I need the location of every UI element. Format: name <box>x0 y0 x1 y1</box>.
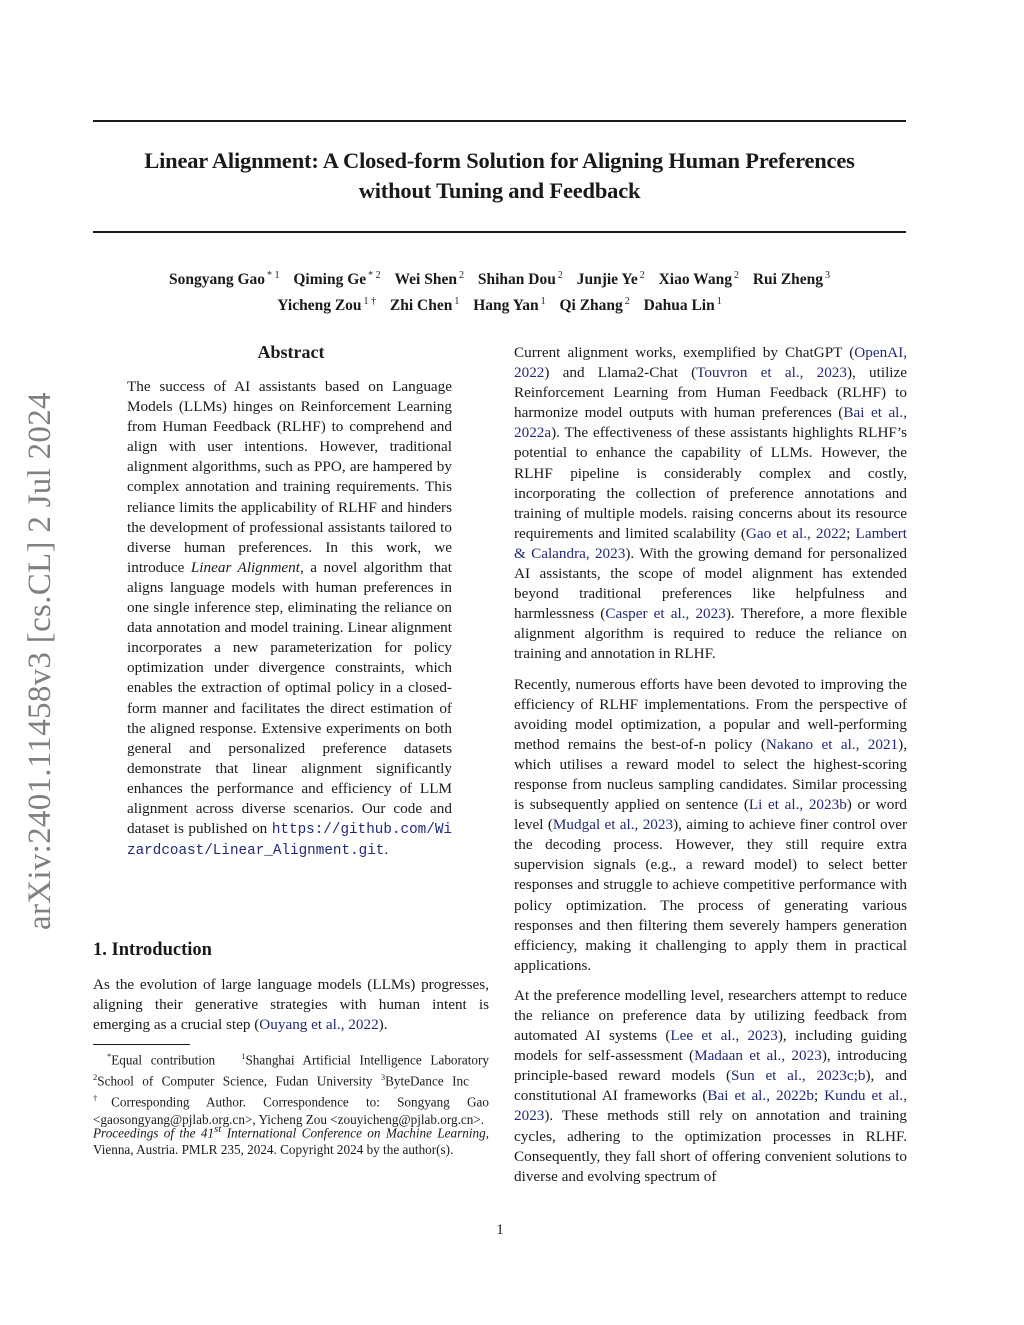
paragraph: Recently, numerous efforts have been devoted to improving the efficiency of RLHF implementations. From the perspective of avoiding model optimization, a popular and well-performing method remains the best-of-n policy (Nakano et al., 2021), which utilises a reward model to select the highest-scoring response from nucleus sampling candidates. Similar processing is subsequently applied on sentence (Li et al., 2023b) or word level (Mudgal et al., 2023), aiming to achieve finer control over the decoding process. However, they still require extra supervision signals (e.g., a reward model) to select better responses and struggle to achieve competitive performance with policy optimization. The process of generating various responses and then filtering them severely hampers generation efficiency, making it challenging to apply them in practical applications. <box>514 675 908 974</box>
method-name: Linear Alignment <box>190 558 300 576</box>
code-repository-link[interactable]: https://github.com/Wizardcoast/Linear_Alignment.git <box>127 822 452 860</box>
author: Yicheng Zou $^{1 \dagger}$ <box>277 296 377 315</box>
title-top-rule <box>93 120 906 122</box>
citation-link[interactable]: Casper et al., 2023 <box>605 605 726 623</box>
author-list <box>93 265 906 317</box>
citation-link[interactable]: Lee et al., 2023 <box>670 1027 778 1045</box>
author: Rui Zheng $^3$ <box>752 270 831 289</box>
citation-link[interactable]: Bai et al., 2022b <box>707 1087 814 1105</box>
page-number: 1 <box>496 1222 504 1238</box>
paragraph: At the preference modelling level, researchers attempt to reduce the reliance on preference data by utilizing feedback from automated AI systems (Lee et al., 2023), including guiding models for self-assessment (Madaan et al., 2023), introducing principle-based reward models (Sun et al., 2023c;b), and constitutional AI frameworks (Bai et al., 2022b; Kundu et al., 2023). These methods still rely on annotation and training cycles, adhering to the optimization processes in RLHF. Consequently, they fall short of offering convenient solutions to diverse and evolving spectrum of <box>514 986 907 1185</box>
author-line-1 <box>93 265 906 291</box>
citation-link[interactable]: Ouyang et al., 2022 <box>259 1016 379 1034</box>
author: Qiming Ge $^{* 2}$ <box>293 270 381 289</box>
citation-link[interactable]: OpenAI, 2022 <box>514 344 907 382</box>
author: Xiao Wang $^2$ <box>658 270 739 289</box>
author: Songyang Gao $^{* 1}$ <box>168 270 280 289</box>
citation-link[interactable]: Touvron et al., 2023 <box>696 364 847 382</box>
introduction-heading: 1. Introduction <box>93 940 212 960</box>
citation-link[interactable]: Bai et al., 2022a <box>514 404 907 442</box>
citation-link[interactable]: Lambert & Calandra, 2023 <box>514 524 907 562</box>
author: Hang Yan $^1$ <box>473 296 546 315</box>
author: Wei Shen $^2$ <box>394 270 464 289</box>
author: Shihan Dou $^2$ <box>477 270 563 289</box>
affiliation-footnote: *Equal contribution $^1$Shanghai Artificial Intelligence Laboratory $^2$School of Computer Science, Fudan University $^3$ByteDance Inc †Corresponding Author. Correspondence to: Songyang Gao <gaosongyang@pjlab.org.cn>, Yicheng Zou <zouyicheng@pjlab.org.cn>. <box>93 1051 489 1127</box>
paragraph: Current alignment works, exemplified by ChatGPT (OpenAI, 2022) and Llama2-Chat (Touvron et al., 2023), utilize Reinforcement Learning from Human Feedback (RLHF) to harmonize model outputs with human preferences (Bai et al., 2022a). The effectiveness of these assistants highlights RLHF’s potential to enhance the capability of LLMs. However, the RLHF pipeline is considerably complex and costly, incorporating the collection of preference annotations and training of multiple models. raising concerns about its resource requirements and limited scalability (Gao et al., 2022; Lambert & Calandra, 2023). With the growing demand for personalized AI assistants, the scope of model alignment has extended beyond traditional preferences like helpfulness and harmlessness (Casper et al., 2023). Therefore, a more flexible alignment algorithm is required to reduce the reliance on training and annotation in RLHF. <box>514 344 908 663</box>
footnote-divider <box>93 1044 190 1045</box>
citation-link[interactable]: Madaan et al., 2023 <box>694 1047 822 1065</box>
author: Junjie Ye $^2$ <box>576 270 645 289</box>
author: Dahua Lin $^1$ <box>643 296 722 315</box>
right-column-text <box>514 343 907 1197</box>
paper-title <box>93 146 906 206</box>
author-line-2 <box>93 291 906 317</box>
title-line-2: without Tuning and Feedback <box>358 178 641 203</box>
citation-link[interactable]: Gao et al., 2022 <box>745 524 847 542</box>
title-line-1: Linear Alignment: A Closed-form Solution for Aligning Human Preferences <box>144 148 855 173</box>
author: Qi Zhang $^2$ <box>559 296 630 315</box>
author: Zhi Chen $^1$ <box>389 296 460 315</box>
citation-link[interactable]: Sun et al., 2023c;b <box>731 1067 866 1085</box>
proceedings-notice: Proceedings of the 41st International Conference on Machine Learning, Vienna, Austria. PMLR 235, 2024. Copyright 2024 by the author(s). <box>93 1123 489 1158</box>
citation-link[interactable]: Nakano et al., 2021 <box>765 735 899 753</box>
abstract-heading: Abstract <box>257 342 325 362</box>
arxiv-identifier-stamp: arXiv:2401.11458v3 [cs.CL] 2 Jul 2024 <box>22 392 58 930</box>
citation-link[interactable]: Li et al., 2023b <box>748 796 847 814</box>
abstract-text: The success of AI assistants based on Language Models (LLMs) hinges on Reinforcement Learning from Human Feedback (RLHF) to comprehend and align with user intentions. However, traditional alignment algorithms, such as PPO, are hampered by complex annotation and training requirements. This reliance limits the applicability of RLHF and hinders the development of professional assistants tailored to diverse human preferences. In this work, we introduce Linear Alignment, a novel algorithm that aligns language models with human preferences in one single inference step, eliminating the reliance on data annotation and model training. Linear alignment incorporates a new parameterization for policy optimization under divergence constraints, which enables the extraction of optimal policy in a closed-form manner and facilitates the direct estimation of the aligned response. Extensive experiments on both general and personalized preference datasets demonstrate that linear alignment significantly enhances the performance and efficiency of LLM alignment across diverse scenarios. Our code and dataset is published on https://github.com/Wizardcoast/Linear_Alignment.git. <box>127 378 452 860</box>
title-bottom-rule <box>93 231 906 233</box>
introduction-paragraph: As the evolution of large language models (LLMs) progresses, aligning their generative strategies with human intent is emerging as a crucial step (Ouyang et al., 2022). <box>93 976 489 1034</box>
citation-link[interactable]: Kundu et al., 2023 <box>514 1087 907 1125</box>
citation-link[interactable]: Mudgal et al., 2023 <box>552 816 674 834</box>
